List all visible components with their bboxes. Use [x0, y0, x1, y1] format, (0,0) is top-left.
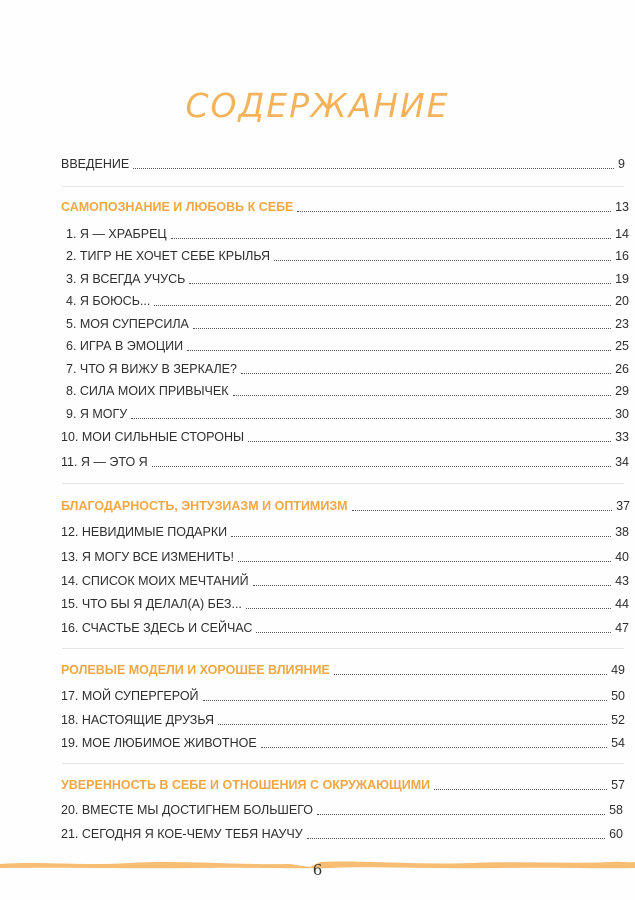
- toc-entry-page: 50: [611, 689, 625, 703]
- toc-entry-label: 15. ЧТО БЫ Я ДЕЛАЛ(А) БЕЗ...: [61, 597, 242, 611]
- dot-leader: [261, 747, 607, 748]
- dot-leader: [241, 373, 611, 374]
- toc-entry-page: 23: [615, 317, 629, 331]
- toc-entry-label: 17. МОЙ СУПЕРГЕРОЙ: [61, 689, 199, 703]
- toc-entry-page: 33: [615, 430, 629, 444]
- dot-leader: [238, 561, 611, 562]
- toc-entry-page: 26: [615, 362, 629, 376]
- page-title: СОДЕРЖАНИЕ: [185, 86, 450, 125]
- toc-entry-label: 6. ИГРА В ЭМОЦИИ: [66, 339, 184, 353]
- toc-entry[interactable]: [66, 289, 629, 309]
- dot-leader: [297, 211, 611, 212]
- dot-leader: [246, 608, 611, 609]
- toc-entry[interactable]: [61, 569, 629, 589]
- dot-leader: [434, 789, 607, 790]
- toc-section-page: 57: [611, 778, 625, 792]
- dot-leader: [131, 418, 611, 419]
- toc-entry-label: 5. МОЯ СУПЕРСИЛА: [66, 317, 189, 331]
- toc-entry-label: 2. ТИГР НЕ ХОЧЕТ СЕБЕ КРЫЛЬЯ: [66, 249, 271, 263]
- toc-section-label: САМОПОЗНАНИЕ И ЛЮБОВЬ К СЕБЕ: [61, 200, 294, 214]
- toc-entry-page: 43: [615, 574, 629, 588]
- toc-entry[interactable]: [66, 357, 629, 377]
- dot-leader: [307, 838, 605, 839]
- toc-entry[interactable]: [66, 379, 629, 399]
- toc-entry[interactable]: [61, 520, 629, 540]
- toc-entry-label: 12. НЕВИДИМЫЕ ПОДАРКИ: [61, 525, 228, 539]
- toc-entry[interactable]: [61, 708, 625, 728]
- toc-entry-label: 9. Я МОГУ: [66, 407, 128, 421]
- toc-entry-label: 11. Я — ЭТО Я: [61, 455, 148, 469]
- toc-entry[interactable]: [66, 312, 629, 332]
- toc-entry-page: 60: [609, 827, 623, 841]
- toc-entry[interactable]: [66, 222, 629, 242]
- toc-section-label: РОЛЕВЫЕ МОДЕЛИ И ХОРОШЕЕ ВЛИЯНИЕ: [61, 663, 330, 677]
- toc-entry[interactable]: [61, 545, 629, 565]
- toc-entry-label: 19. МОЕ ЛЮБИМОЕ ЖИВОТНОЕ: [61, 736, 257, 750]
- toc-entry-label: 8. СИЛА МОИХ ПРИВЫЧЕК: [66, 384, 229, 398]
- section-divider: [62, 483, 624, 484]
- dot-leader: [133, 168, 614, 169]
- toc-entry-page: 20: [615, 294, 629, 308]
- dot-leader: [256, 632, 611, 633]
- dot-leader: [189, 283, 611, 284]
- dot-leader: [352, 510, 613, 511]
- toc-entry-page: 47: [615, 621, 629, 635]
- toc-entry-page: 40: [615, 550, 629, 564]
- dot-leader: [334, 674, 607, 675]
- toc-entry-label: ВВЕДЕНИЕ: [61, 157, 130, 171]
- toc-entry-label: 4. Я БОЮСЬ...: [66, 294, 151, 308]
- section-divider: [62, 763, 624, 764]
- toc-section-confidence[interactable]: [61, 773, 625, 793]
- dot-leader: [233, 395, 612, 396]
- toc-entry-page: 44: [615, 597, 629, 611]
- section-divider: [62, 648, 624, 649]
- toc-entry-label: 16. СЧАСТЬЕ ЗДЕСЬ И СЕЙЧАС: [61, 621, 253, 635]
- dot-leader: [248, 441, 611, 442]
- toc-entry-page: 52: [611, 713, 625, 727]
- toc-entry-label: 7. ЧТО Я ВИЖУ В ЗЕРКАЛЕ?: [66, 362, 237, 376]
- dot-leader: [154, 305, 611, 306]
- dot-leader: [203, 700, 608, 701]
- toc-entry-page: 34: [615, 455, 629, 469]
- toc-entry[interactable]: [61, 592, 629, 612]
- toc-entry[interactable]: [61, 731, 625, 751]
- toc-section-label: УВЕРЕННОСТЬ В СЕБЕ И ОТНОШЕНИЯ С ОКРУЖАЮЩИМИ: [61, 778, 431, 792]
- dot-leader: [231, 536, 611, 537]
- section-divider: [62, 186, 624, 187]
- toc-entry-label: 3. Я ВСЕГДА УЧУСЬ: [66, 272, 186, 286]
- dot-leader: [253, 585, 611, 586]
- toc-entry-label: 21. СЕГОДНЯ Я КОЕ-ЧЕМУ ТЕБЯ НАУЧУ: [61, 827, 303, 841]
- toc-entry-page: 25: [615, 339, 629, 353]
- toc-entry-page: 30: [615, 407, 629, 421]
- toc-entry[interactable]: [61, 616, 629, 636]
- page-number: 6: [312, 861, 323, 879]
- toc-entry-page: 16: [615, 249, 629, 263]
- toc-entry-page: 29: [615, 384, 629, 398]
- dot-leader: [218, 724, 607, 725]
- toc-entry-label: 13. Я МОГУ ВСЕ ИЗМЕНИТЬ!: [61, 550, 235, 564]
- toc-entry[interactable]: [66, 402, 629, 422]
- toc-entry[interactable]: [61, 798, 623, 818]
- toc-section-page: 49: [611, 663, 625, 677]
- dot-leader: [274, 260, 611, 261]
- toc-section-label: БЛАГОДАРНОСТЬ, ЭНТУЗИАЗМ И ОПТИМИЗМ: [61, 499, 348, 513]
- toc-entry-page: 54: [611, 736, 625, 750]
- dot-leader: [171, 238, 611, 239]
- toc-section-page: 37: [616, 499, 630, 513]
- dot-leader: [193, 328, 611, 329]
- toc-entry[interactable]: [61, 684, 625, 704]
- toc-entry[interactable]: [61, 822, 623, 842]
- toc-entry-page: 58: [609, 803, 623, 817]
- toc-entry-label: 18. НАСТОЯЩИЕ ДРУЗЬЯ: [61, 713, 215, 727]
- toc-section-self-knowledge[interactable]: [61, 195, 629, 215]
- toc-entry[interactable]: [61, 450, 629, 470]
- toc-entry[interactable]: [66, 244, 629, 264]
- dot-leader: [317, 814, 605, 815]
- dot-leader: [187, 350, 611, 351]
- toc-entry[interactable]: [66, 334, 629, 354]
- toc-entry-label: 1. Я — ХРАБРЕЦ: [66, 227, 167, 241]
- toc-entry-page: 38: [615, 525, 629, 539]
- toc-entry-label: 20. ВМЕСТЕ МЫ ДОСТИГНЕМ БОЛЬШЕГО: [61, 803, 314, 817]
- toc-entry-label: 10. МОИ СИЛЬНЫЕ СТОРОНЫ: [61, 430, 245, 444]
- toc-entry[interactable]: [61, 425, 629, 445]
- toc-section-gratitude[interactable]: [61, 494, 630, 514]
- toc-entry-intro[interactable]: [61, 152, 625, 172]
- toc-entry-label: 14. СПИСОК МОИХ МЕЧТАНИЙ: [61, 574, 249, 588]
- toc-section-page: 13: [615, 200, 629, 214]
- dot-leader: [152, 466, 611, 467]
- toc-entry-page: 9: [618, 157, 625, 171]
- toc-entry-page: 14: [615, 227, 629, 241]
- toc-section-role-models[interactable]: [61, 658, 625, 678]
- toc-entry[interactable]: [66, 267, 629, 287]
- toc-entry-page: 19: [615, 272, 629, 286]
